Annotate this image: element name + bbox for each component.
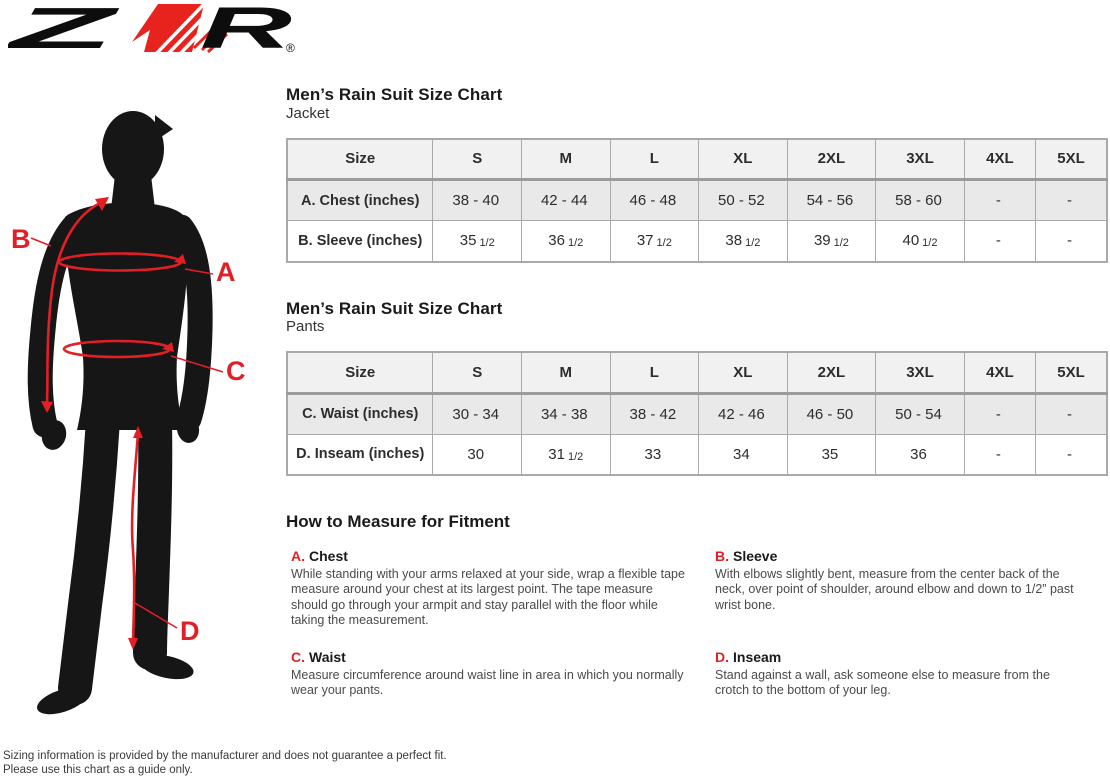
logo-letter-r: R — [200, 2, 293, 54]
label-b-pointer-line — [31, 238, 51, 246]
measure-name: Chest — [309, 548, 348, 565]
table-cell: 35 — [787, 434, 876, 475]
column-header: XL — [699, 352, 788, 393]
measure-heading — [715, 548, 1082, 564]
measure-item-waist — [291, 649, 715, 699]
table-cell: 35 1/2 — [433, 221, 522, 262]
measure-letter: D. — [715, 649, 729, 666]
jacket-sleeve-row — [287, 221, 1107, 262]
table-cell: 42 - 46 — [699, 393, 788, 434]
measure-item-sleeve — [715, 548, 1108, 628]
logo-letter-z: Z — [8, 2, 122, 54]
measure-description: Stand against a wall, ask someone else to measure from the crotch to the bottom of your leg. — [715, 668, 1050, 698]
registered-trademark-icon: ® — [286, 41, 295, 54]
table-cell: - — [964, 393, 1035, 434]
table-cell: 50 - 54 — [876, 393, 965, 434]
table-cell: 40 1/2 — [876, 221, 965, 262]
disclaimer-line-2: Please use this chart as a guide only. — [3, 764, 193, 777]
table-cell: 34 — [699, 434, 788, 475]
z1r-logo — [8, 2, 300, 59]
figure-label-d: D — [180, 616, 200, 646]
column-header: Size — [287, 352, 433, 393]
table-cell: 46 - 48 — [610, 180, 699, 221]
column-header: M — [522, 139, 611, 180]
column-header: 4XL — [964, 139, 1035, 180]
column-header: 3XL — [876, 139, 965, 180]
column-header: S — [433, 139, 522, 180]
table-cell: 38 - 42 — [610, 393, 699, 434]
table-cell: 36 — [876, 434, 965, 475]
column-header: 4XL — [964, 352, 1035, 393]
table-cell: 39 1/2 — [787, 221, 876, 262]
measure-letter: A. — [291, 548, 305, 565]
measure-name: Sleeve — [733, 548, 778, 565]
row-label: D. Inseam (inches) — [287, 434, 433, 475]
main-content — [286, 85, 1108, 699]
row-label: C. Waist (inches) — [287, 393, 433, 434]
measure-grid — [286, 548, 1108, 699]
z1r-logo-graphic — [8, 2, 300, 54]
measure-heading — [715, 649, 1082, 665]
table-cell: - — [1036, 393, 1107, 434]
table-cell: 30 - 34 — [433, 393, 522, 434]
table-cell: 42 - 44 — [522, 180, 611, 221]
pants-chart-subtitle: Pants — [286, 318, 325, 336]
table-cell: 37 1/2 — [610, 221, 699, 262]
pants-waist-row — [287, 393, 1107, 434]
table-cell: 38 - 40 — [433, 180, 522, 221]
body-silhouette-diagram — [5, 85, 270, 730]
column-header: L — [610, 139, 699, 180]
table-cell: 31 1/2 — [522, 434, 611, 475]
column-header: XL — [699, 139, 788, 180]
measure-item-inseam — [715, 649, 1108, 699]
column-header: 5XL — [1036, 352, 1107, 393]
measure-description: Measure circumference around waist line in area in which you normally wear your pants. — [291, 668, 684, 698]
measure-name: Inseam — [733, 649, 782, 666]
row-label: A. Chest (inches) — [287, 180, 433, 221]
table-cell: 30 — [433, 434, 522, 475]
measure-letter: B. — [715, 548, 729, 565]
table-cell: 46 - 50 — [787, 393, 876, 434]
jacket-header-row — [287, 139, 1107, 180]
row-label: B. Sleeve (inches) — [287, 221, 433, 262]
table-cell: - — [964, 180, 1035, 221]
measure-section-title: How to Measure for Fitment — [286, 512, 510, 532]
measure-item-chest — [291, 548, 715, 628]
measure-description: While standing with your arms relaxed at your side, wrap a flexible tape measure around your chest at its largest point. The tape measure should go through your armpit and stay parallel with the floor while taking the measurement. — [291, 567, 685, 627]
table-cell: - — [1036, 221, 1107, 262]
table-cell: 36 1/2 — [522, 221, 611, 262]
jacket-chest-row — [287, 180, 1107, 221]
column-header: 5XL — [1036, 139, 1107, 180]
table-cell: - — [1036, 180, 1107, 221]
jacket-size-table — [286, 138, 1108, 263]
measure-heading — [291, 649, 689, 665]
column-header: S — [433, 352, 522, 393]
measure-description: With elbows slightly bent, measure from the center back of the neck, over point of shoulder, around elbow and down to 1/2” past wrist bone. — [715, 567, 1074, 612]
figure-label-a: A — [216, 257, 236, 287]
table-cell: 54 - 56 — [787, 180, 876, 221]
column-header: M — [522, 352, 611, 393]
column-header: Size — [287, 139, 433, 180]
table-cell: 38 1/2 — [699, 221, 788, 262]
figure-label-c: C — [226, 356, 246, 386]
table-cell: - — [964, 434, 1035, 475]
column-header: 2XL — [787, 352, 876, 393]
jacket-chart-title: Men’s Rain Suit Size Chart — [286, 85, 503, 104]
table-cell: - — [964, 221, 1035, 262]
jacket-chart-subtitle: Jacket — [286, 104, 330, 122]
sizing-disclaimer — [3, 749, 447, 777]
table-cell: 58 - 60 — [876, 180, 965, 221]
column-header: 3XL — [876, 352, 965, 393]
table-cell: 50 - 52 — [699, 180, 788, 221]
measurement-figure — [5, 85, 270, 735]
table-cell: 34 - 38 — [522, 393, 611, 434]
measure-letter: C. — [291, 649, 305, 666]
column-header: 2XL — [787, 139, 876, 180]
measure-name: Waist — [309, 649, 346, 666]
pants-header-row — [287, 352, 1107, 393]
column-header: L — [610, 352, 699, 393]
pants-chart-title: Men’s Rain Suit Size Chart — [286, 298, 503, 318]
table-cell: 33 — [610, 434, 699, 475]
figure-label-b: B — [11, 224, 31, 254]
pants-inseam-row — [287, 434, 1107, 475]
disclaimer-line-1: Sizing information is provided by the manufacturer and does not guarantee a perfect fit. — [3, 750, 447, 762]
pants-size-table — [286, 351, 1108, 476]
table-cell: - — [1036, 434, 1107, 475]
measure-heading — [291, 548, 689, 564]
